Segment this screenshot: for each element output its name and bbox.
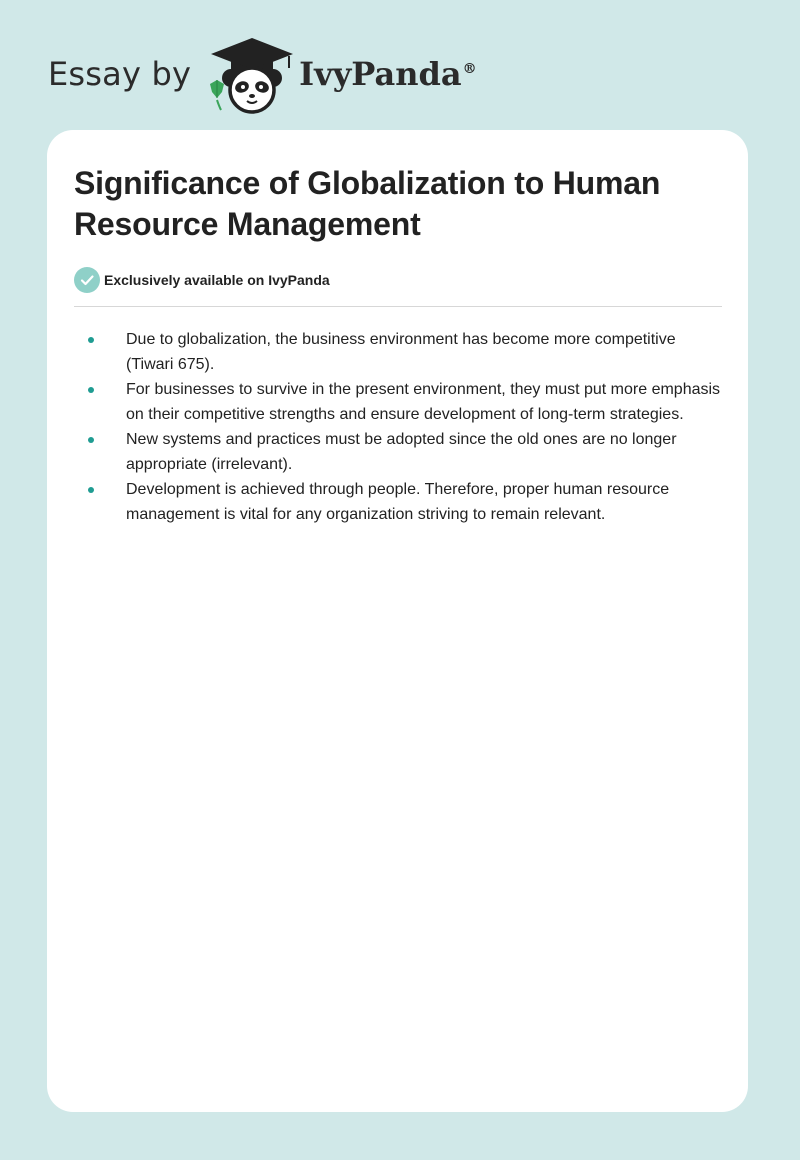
- panda-graduation-cap-icon[interactable]: [209, 34, 295, 114]
- brand-name-text: IvyPanda: [299, 55, 462, 93]
- list-item-text: New systems and practices must be adopted since the old ones are no longer appropriate (irrelevant).: [126, 431, 677, 473]
- list-item-text: Due to globalization, the business environment has become more competitive (Tiwari 675).: [126, 331, 676, 373]
- registered-mark: ®: [462, 61, 477, 78]
- bullet-list: [74, 327, 722, 527]
- divider: [74, 306, 722, 307]
- list-item: [74, 377, 722, 427]
- bullet-dot-icon: [88, 487, 94, 493]
- exclusive-label: Exclusively available on IvyPanda: [104, 272, 330, 288]
- essay-by-label: Essay by: [48, 55, 192, 93]
- exclusive-badge: [74, 266, 722, 294]
- page-title: Significance of Globalization to Human Resource Management: [74, 165, 661, 242]
- brand-name[interactable]: [299, 55, 477, 93]
- list-item: [74, 427, 722, 477]
- bullet-dot-icon: [88, 387, 94, 393]
- site-header: [48, 34, 477, 114]
- essay-card: [47, 130, 748, 1112]
- check-circle-icon: [74, 267, 100, 293]
- list-item-text: For businesses to survive in the present environment, they must put more emphasis on their competitive strengths and ensure development of long-term strategies.: [126, 381, 721, 423]
- list-item-text: Development is achieved through people. Therefore, proper human resource management is vital for any organization striving to remain relevant.: [126, 481, 670, 523]
- bullet-dot-icon: [88, 437, 94, 443]
- list-item: [74, 327, 722, 377]
- bullet-dot-icon: [88, 337, 94, 343]
- list-item: [74, 477, 722, 527]
